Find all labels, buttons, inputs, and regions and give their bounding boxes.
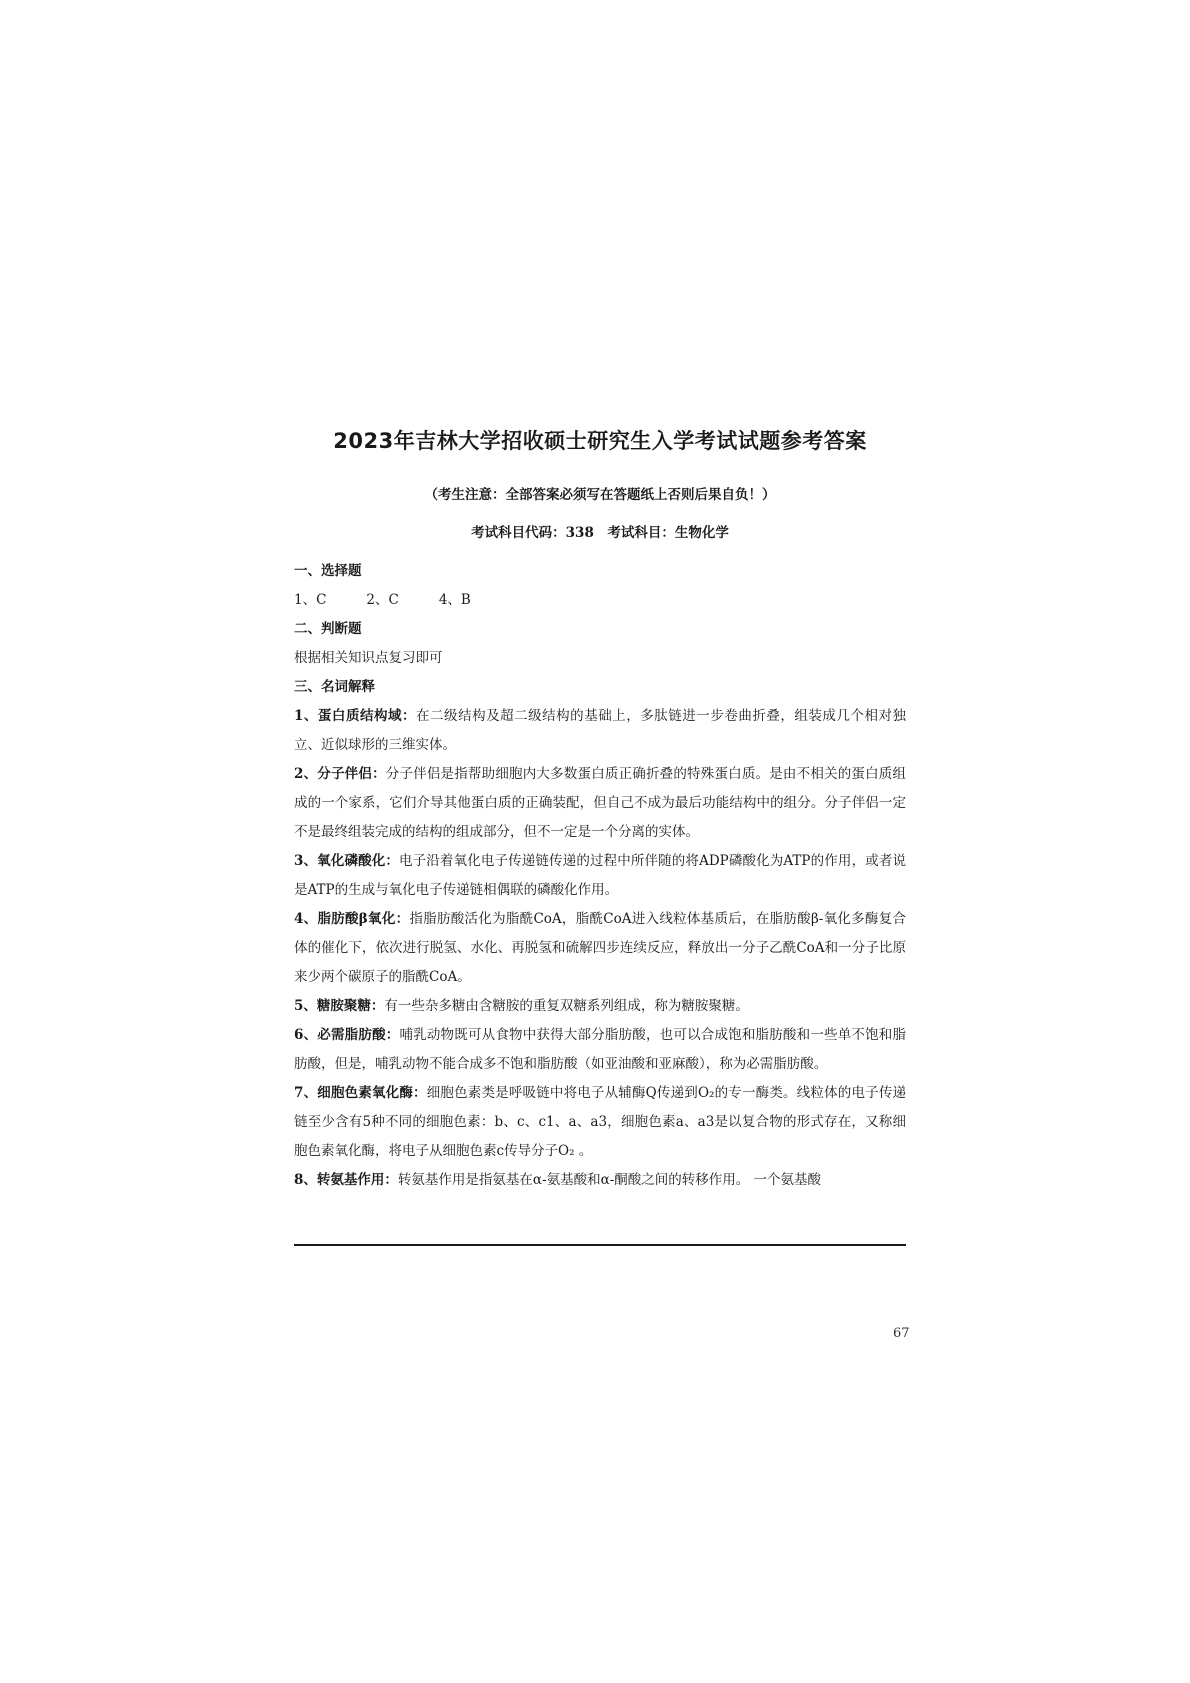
term-label: 5、糖胺聚糖：: [294, 998, 385, 1014]
term-definition: 分子伴侣是指帮助细胞内大多数蛋白质正确折叠的特殊蛋白质。是由不相关的蛋白质组成的一个家系，它们介导其他蛋白质的正确装配，但自己不成为最后功能结构中的组分。分子伴侣一定不是最终组装完成的结构的组成部分，但不一定是一个分离的实体。: [294, 766, 906, 840]
section-heading-choice: 一、选择题: [294, 563, 362, 579]
exam-notice: （考生注意：全部答案必须写在答题纸上否则后果自负！）: [424, 487, 776, 503]
term-item: [294, 905, 906, 992]
page-number: 67: [893, 1326, 910, 1341]
page-content: [294, 425, 906, 1195]
term-label: 6、必需脂肪酸：: [294, 1027, 400, 1043]
term-label: 2、分子伴侣：: [294, 766, 386, 782]
term-definition: 细胞色素类是呼吸链中将电子从辅酶Q传递到O₂的专一酶类。线粒体的电子传递链至少含有5种不同的细胞色素：b、c、c1、a、a3，细胞色素a、a3是以复合物的形式存在，又称细胞色素氧化酶，将电子从细胞色素c传导分子O₂ 。: [294, 1085, 906, 1159]
section-heading-judgement: 二、判断题: [294, 621, 362, 637]
term-definition: 电子沿着氧化电子传递链传递的过程中所伴随的将ADP磷酸化为ATP的作用，或者说是ATP的生成与氧化电子传递链相偶联的磷酸化作用。: [294, 853, 906, 898]
footer-rule: [294, 1244, 906, 1246]
term-label: 1、蛋白质结构域：: [294, 708, 417, 724]
term-definition: 指脂肪酸活化为脂酰CoA，脂酰CoA进入线粒体基质后，在脂肪酸β-氧化多酶复合体的催化下，依次进行脱氢、水化、再脱氢和硫解四步连续反应，释放出一分子乙酰CoA和一分子比原来少两个碳原子的脂酰CoA。: [294, 911, 907, 985]
term-item: [294, 702, 906, 760]
subject-line: 考试科目代码：338 考试科目：生物化学: [471, 525, 729, 541]
term-item: [294, 847, 906, 905]
term-definition: 在二级结构及超二级结构的基础上，多肽链进一步卷曲折叠，组装成几个相对独立、近似球形的三维实体。: [294, 708, 906, 753]
document-title: 2023年吉林大学招收硕士研究生入学考试试题参考答案: [333, 429, 867, 453]
choice-answer: 1、C: [294, 592, 327, 608]
term-label: 3、氧化磷酸化：: [294, 853, 400, 869]
section-heading-terms: 三、名词解释: [294, 679, 375, 695]
choice-answer: 2、C: [366, 592, 399, 608]
term-label: 7、细胞色素氧化酶：: [294, 1085, 427, 1101]
judgement-text: 根据相关知识点复习即可: [294, 650, 443, 666]
term-item: [294, 760, 906, 847]
term-definition: 有一些杂多糖由含糖胺的重复双糖系列组成，称为糖胺聚糖。: [384, 998, 749, 1014]
choice-answer: 4、B: [438, 592, 471, 608]
choice-answers: [294, 586, 906, 615]
term-item: [294, 1166, 906, 1195]
term-item: [294, 1021, 906, 1079]
term-item: [294, 1079, 906, 1166]
term-label: 8、转氨基作用：: [294, 1172, 398, 1188]
term-item: [294, 992, 906, 1021]
term-definition: 转氨基作用是指氨基在α-氨基酸和α-酮酸之间的转移作用。 一个氨基酸: [397, 1172, 822, 1188]
term-definition: 哺乳动物既可从食物中获得大部分脂肪酸，也可以合成饱和脂肪酸和一些单不饱和脂肪酸，但是，哺乳动物不能合成多不饱和脂肪酸（如亚油酸和亚麻酸），称为必需脂肪酸。: [294, 1027, 906, 1072]
term-label: 4、脂肪酸β氧化：: [294, 911, 410, 927]
